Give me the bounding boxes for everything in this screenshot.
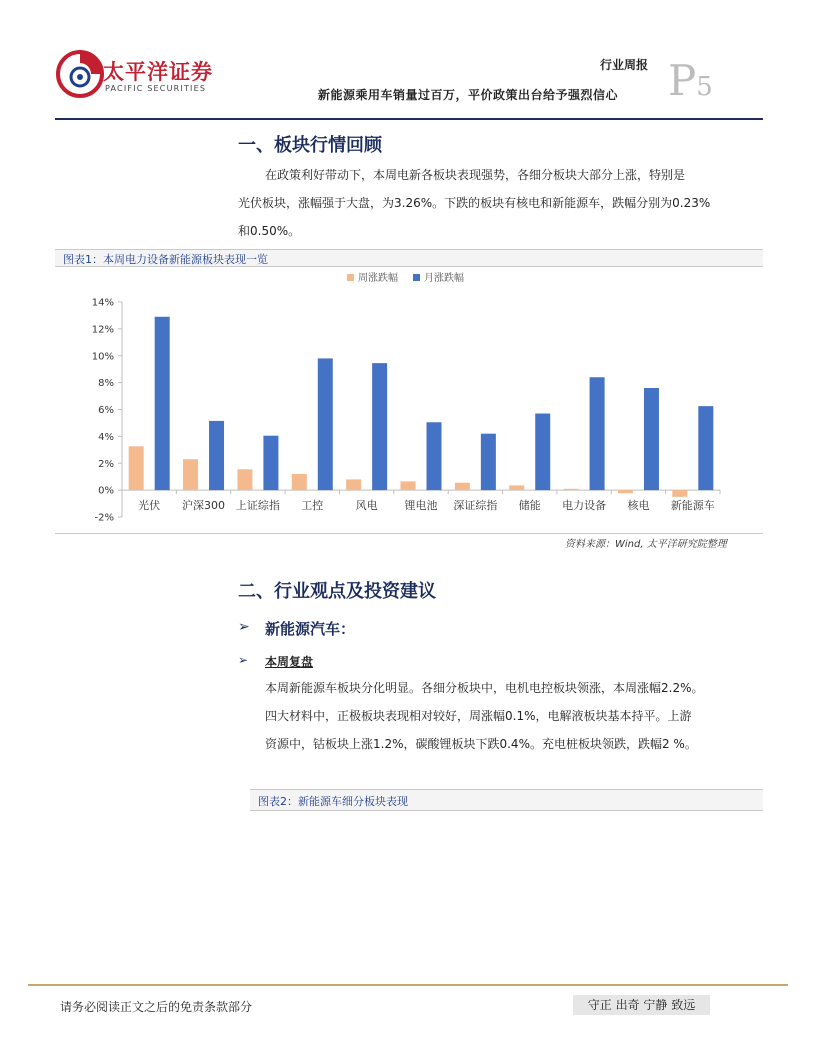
brand-name-cn: 太平洋证券 [103, 60, 213, 84]
x-tick-label: 核电 [627, 499, 650, 513]
footer-motto: 守正 出奇 宁静 致远 [573, 995, 710, 1015]
y-tick-label: 4% [98, 431, 114, 443]
y-tick-label: 10% [91, 351, 114, 363]
section1-paragraph-line-2: 光伏板块，涨幅强于大盘，为3.26%。下跌的板块有核电和新能源车，跌幅分别为0.23% [238, 196, 711, 210]
x-tick-label: 工控 [301, 499, 324, 513]
section-heading-market-review: 一、板块行情回顾 [238, 135, 382, 156]
bar-monthly [427, 422, 442, 490]
page-number [668, 56, 713, 105]
bar-weekly [129, 446, 144, 490]
x-tick-label: 深证综指 [453, 499, 498, 513]
page-number-value: 5 [696, 72, 713, 102]
bar-weekly [183, 459, 198, 490]
legend-label-1: 月涨跌幅 [424, 273, 464, 284]
bar-weekly [346, 479, 361, 490]
y-tick-label: 2% [98, 458, 114, 470]
bar-monthly [263, 436, 278, 490]
figure1-caption: 图表1：本周电力设备新能源板块表现一览 [63, 253, 268, 266]
section2-paragraph-line-2: 四大材料中，正极板块表现相对较好，周涨幅0.1%，电解液板块基本持平。上游 [265, 709, 692, 723]
bar-weekly [237, 469, 252, 490]
section1-paragraph-line-1: 在政策利好带动下，本周电新各板块表现强势，各细分板块大部分上涨，特别是 [265, 168, 686, 182]
brand-name-en: PACIFIC SECURITIES [105, 84, 207, 93]
page-prefix: P [668, 56, 697, 105]
bar-monthly [590, 377, 605, 490]
bar-monthly [698, 406, 713, 490]
header-divider [55, 118, 763, 120]
report-title: 新能源乘用车销量过百万，平价政策出台给予强烈信心 [318, 88, 619, 102]
y-tick-label: 0% [98, 485, 114, 497]
x-tick-label: 光伏 [138, 499, 161, 513]
bar-monthly [318, 358, 333, 490]
legend-swatch-1 [413, 274, 420, 281]
bar-weekly [292, 474, 307, 490]
bar-monthly [481, 434, 496, 490]
bar-weekly [401, 481, 416, 490]
legend-label-0: 周涨跌幅 [358, 273, 398, 284]
footer-divider [28, 984, 788, 986]
y-tick-label: 8% [98, 378, 114, 390]
bar-monthly [155, 317, 170, 490]
section1-paragraph-line-3: 和0.50%。 [238, 224, 301, 238]
sector-performance-bar-chart [55, 268, 763, 532]
y-tick-label: 12% [91, 324, 114, 336]
figure1-source: 资料来源：Wind, 太平洋研究院整理 [565, 539, 727, 550]
item-arrow-icon: ➢ [238, 653, 249, 667]
bar-monthly [209, 421, 224, 490]
section2-paragraph-line-3: 资源中，钴板块上涨1.2%，碳酸锂板块下跌0.4%。充电桩板块领跌，跌幅2 %。 [265, 737, 697, 751]
y-tick-label: 6% [98, 405, 114, 416]
report-category: 行业周报 [600, 58, 649, 72]
bar-weekly [455, 483, 470, 490]
x-tick-label: 电力设备 [562, 499, 607, 513]
x-tick-label: 上证综指 [235, 499, 280, 513]
x-tick-label: 储能 [518, 499, 541, 513]
item-title-weekly-review: 本周复盘 [265, 655, 314, 669]
figure1-caption-bar [55, 249, 763, 267]
bar-monthly [644, 388, 659, 490]
bar-monthly [535, 414, 550, 491]
bar-monthly [372, 363, 387, 490]
subheading-arrow-icon: ➢ [238, 619, 250, 635]
subheading-nev: 新能源汽车： [265, 620, 356, 638]
section-heading-industry-view: 二、行业观点及投资建议 [238, 581, 436, 602]
footer-disclaimer: 请务必阅读正文之后的免责条款部分 [60, 1000, 253, 1014]
x-tick-label: 锂电池 [404, 499, 438, 513]
figure2-caption-bar [250, 789, 763, 811]
y-tick-label: -2% [94, 512, 114, 524]
bar-weekly [618, 490, 633, 493]
bar-weekly [564, 489, 579, 490]
x-tick-label: 风电 [355, 499, 378, 513]
x-tick-label: 沪深300 [182, 499, 226, 513]
figure1-bottom-rule [55, 533, 763, 534]
x-tick-label: 新能源车 [670, 499, 715, 513]
legend-swatch-0 [347, 274, 354, 281]
section2-paragraph-line-1: 本周新能源车板块分化明显。各细分板块中，电机电控板块领涨，本周涨幅2.2%。 [265, 681, 704, 695]
y-tick-label: 14% [91, 297, 114, 309]
bar-weekly [509, 485, 524, 490]
bar-weekly [672, 490, 687, 497]
figure2-caption: 图表2：新能源车细分板块表现 [258, 795, 408, 808]
